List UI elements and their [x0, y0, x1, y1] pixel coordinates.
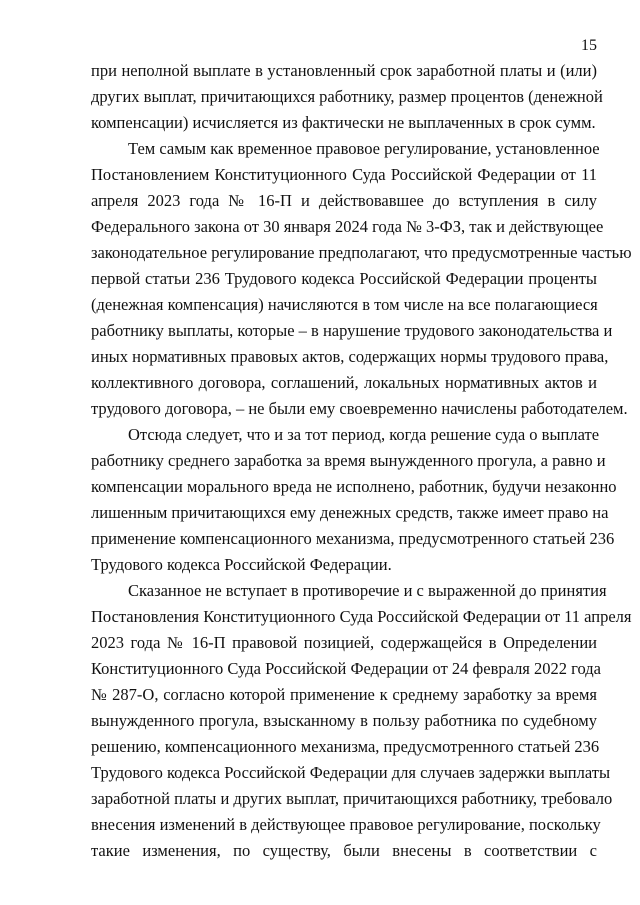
text-line: внесения изменений в действующее правовое регулирование, поскольку	[91, 815, 601, 834]
text-line: иных нормативных правовых актов, содержащих нормы трудового права,	[91, 347, 609, 366]
text-line: (денежная компенсация) начисляются в том числе на все полагающиеся	[91, 295, 598, 314]
paragraph	[91, 422, 617, 578]
text-line: Конституционного Суда Российской Федерации от 24 февраля 2022 года	[91, 659, 602, 678]
document-body	[91, 58, 632, 864]
text-line: лишенным причитающихся ему денежных средств, также имеет право на	[91, 503, 609, 522]
text-line: Сказанное не вступает в противоречие и с выраженной до принятия	[128, 581, 607, 600]
text-line: работнику выплаты, которые – в нарушение трудового законодательства и	[91, 321, 613, 340]
text-line: № 287-О, согласно которой применение к среднему заработку за время	[91, 685, 597, 704]
text-line: трудового договора, – не были ему своевременно начислены работодателем.	[91, 399, 628, 418]
text-line: других выплат, причитающихся работнику, размер процентов (денежной	[91, 87, 603, 106]
text-line: коллективного договора, соглашений, локальных нормативных актов и	[91, 373, 597, 392]
text-line: при неполной выплате в установленный срок заработной платы и (или)	[91, 61, 597, 80]
text-line: первой статьи 236 Трудового кодекса Российской Федерации проценты	[91, 269, 597, 288]
text-line: работнику среднего заработка за время вынужденного прогула, а равно и	[91, 451, 606, 470]
text-line: апреля 2023 года № 16-П и действовавшее до вступления в силу	[91, 191, 597, 210]
text-line: Постановлением Конституционного Суда Российской Федерации от 11	[91, 165, 597, 184]
text-line: такие изменения, по существу, были внесены в соответствии с	[91, 841, 597, 860]
text-line: законодательное регулирование предполагают, что предусмотренные частью	[91, 243, 632, 262]
text-line: вынужденного прогула, взысканному в пользу работника по судебному	[91, 711, 597, 730]
text-line: компенсации) исчисляется из фактически не выплаченных в срок сумм.	[91, 113, 596, 132]
text-line: Тем самым как временное правовое регулирование, установленное	[128, 139, 600, 158]
paragraph	[91, 578, 632, 864]
text-line: Трудового кодекса Российской Федерации для случаев задержки выплаты	[91, 763, 611, 782]
text-line: Федерального закона от 30 января 2024 года № 3-ФЗ, так и действующее	[91, 217, 604, 236]
paragraph	[91, 58, 603, 136]
text-line: заработной платы и других выплат, причитающихся работнику, требовало	[91, 789, 613, 808]
text-line: компенсации морального вреда не исполнено, работник, будучи незаконно	[91, 477, 617, 496]
text-line: решению, компенсационного механизма, предусмотренного статьей 236	[91, 737, 600, 756]
text-line: 2023 года № 16-П правовой позицией, содержащейся в Определении	[91, 633, 597, 652]
paragraph	[91, 136, 632, 422]
text-line: Отсюда следует, что и за тот период, когда решение суда о выплате	[128, 425, 600, 444]
text-line: Постановления Конституционного Суда Российской Федерации от 11 апреля	[91, 607, 632, 626]
text-line: применение компенсационного механизма, предусмотренного статьей 236	[91, 529, 615, 548]
text-line: Трудового кодекса Российской Федерации.	[91, 555, 392, 574]
page-number: 15	[581, 37, 597, 54]
